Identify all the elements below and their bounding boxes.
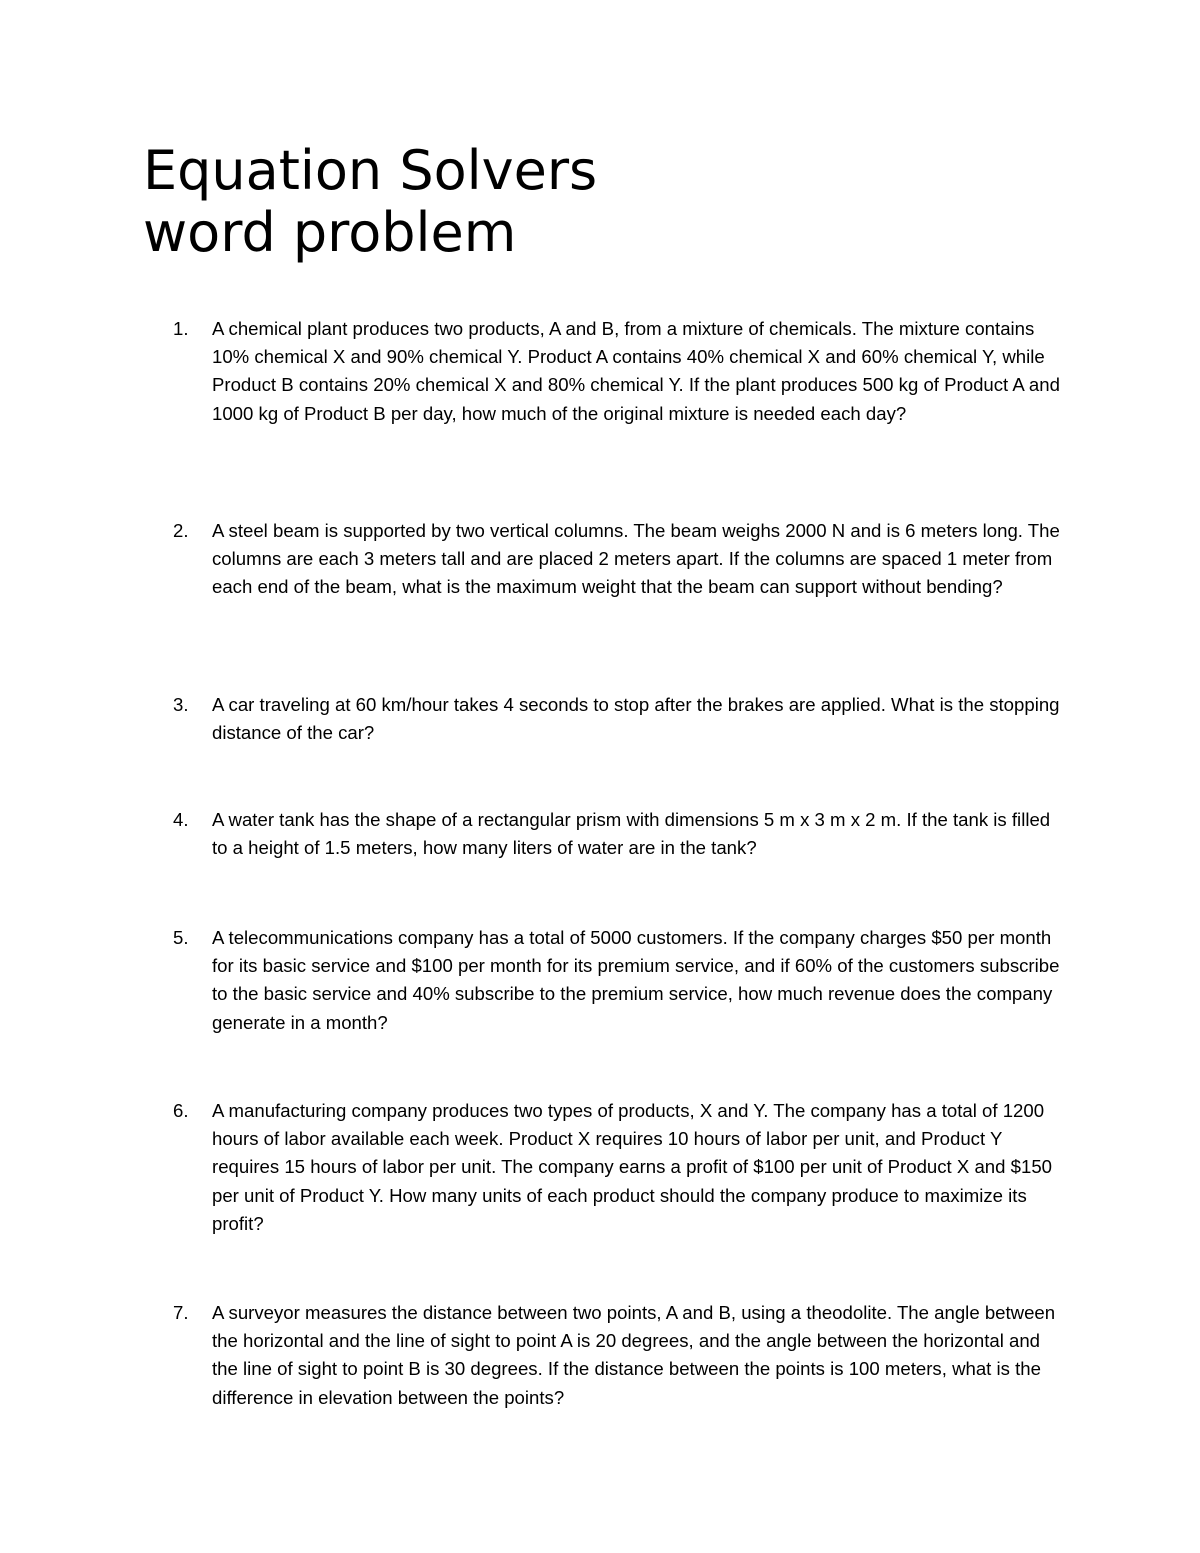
problem-number: 2. xyxy=(173,520,189,541)
title-line-1: Equation Solvers xyxy=(143,139,598,202)
problem-number: 3. xyxy=(173,694,189,715)
problem-text: A telecommunications company has a total of 5000 customers. If the company charges $50 per month for its basic service and $100 per month for its premium service, and if 60% of the customers subscribe to the basic service and 40% subscribe to the premium service, how much revenue does the company generate in a month? xyxy=(212,927,1060,1033)
problem-number: 7. xyxy=(173,1302,189,1323)
problem-text: A steel beam is supported by two vertical columns. The beam weighs 2000 N and is 6 meters long. The columns are each 3 meters tall and are placed 2 meters apart. If the columns are spaced 1 meter from each end of the beam, what is the maximum weight that the beam can support without bending? xyxy=(212,520,1060,598)
problem-text: A manufacturing company produces two types of products, X and Y. The company has a total of 1200 hours of labor available each week. Product X requires 10 hours of labor per unit, and Product Y requires 15 hours of labor per unit. The company earns a profit of $100 per unit of Product X and $150 per unit of Product Y. How many units of each product should the company produce to maximize its profit? xyxy=(212,1100,1052,1234)
problem-number: 4. xyxy=(173,809,189,830)
problem-text: A water tank has the shape of a rectangular prism with dimensions 5 m x 3 m x 2 m. If the tank is filled to a height of 1.5 meters, how many liters of water are in the tank? xyxy=(212,809,1051,859)
problem-number: 6. xyxy=(173,1100,189,1121)
problem-number: 5. xyxy=(173,927,189,948)
problem-text: A chemical plant produces two products, A and B, from a mixture of chemicals. The mixture contains 10% chemical X and 90% chemical Y. Product A contains 40% chemical X and 60% chemical Y, while Product B contains 20% chemical X and 80% chemical Y. If the plant produces 500 kg of Product A and 1000 kg of Product B per day, how much of the original mixture is needed each day? xyxy=(212,318,1060,424)
problem-text: A car traveling at 60 km/hour takes 4 seconds to stop after the brakes are applied. What is the stopping distance of the car? xyxy=(212,694,1060,744)
problem-number: 1. xyxy=(173,318,189,339)
title-line-2: word problem xyxy=(143,201,517,264)
document-title xyxy=(143,140,1043,264)
problem-text: A surveyor measures the distance between two points, A and B, using a theodolite. The angle between the horizontal and the line of sight to point A is 20 degrees, and the angle between the horizontal and the line of sight to point B is 30 degrees. If the distance between the points is 100 meters, what is the difference in elevation between the points? xyxy=(212,1302,1056,1408)
